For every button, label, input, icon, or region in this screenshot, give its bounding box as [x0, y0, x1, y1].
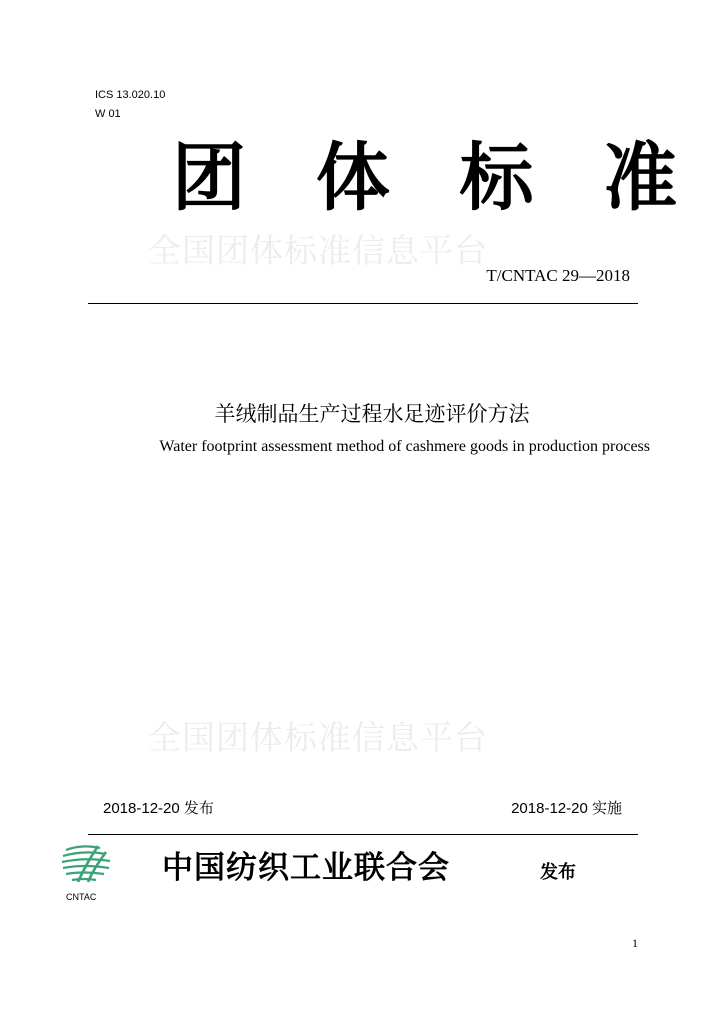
- watermark-top: 全国团体标准信息平台: [148, 231, 488, 270]
- page-number: 1: [632, 936, 638, 950]
- watermark-bottom: 全国团体标准信息平台: [148, 718, 488, 757]
- title-chinese: 羊绒制品生产过程水足迹评价方法: [214, 402, 530, 426]
- implementation-date: 2018-12-20 实施: [511, 800, 622, 817]
- classification-code: W 01: [95, 108, 121, 120]
- document-type-heading: 团 体 标 准: [172, 135, 700, 221]
- cntac-logo-icon: [60, 840, 114, 886]
- top-divider: [88, 303, 638, 304]
- logo-stroke-2: [63, 852, 106, 856]
- logo-stroke-3: [62, 859, 110, 862]
- title-english: Water footprint assessment method of cashmere goods in production process: [159, 438, 650, 455]
- standard-number: T/CNTAC 29—2018: [486, 266, 630, 285]
- bottom-divider: [88, 834, 638, 835]
- cntac-logo-text: CNTAC: [66, 892, 97, 902]
- publisher-action: 发布: [540, 862, 576, 883]
- publisher-name: 中国纺织工业联合会: [162, 850, 450, 886]
- issue-date: 2018-12-20 发布: [103, 800, 214, 817]
- cntac-logo-graphic: [60, 840, 114, 886]
- logo-stroke-5: [66, 873, 104, 875]
- logo-stroke-6: [72, 879, 96, 880]
- ics-code: ICS 13.020.10: [95, 89, 166, 101]
